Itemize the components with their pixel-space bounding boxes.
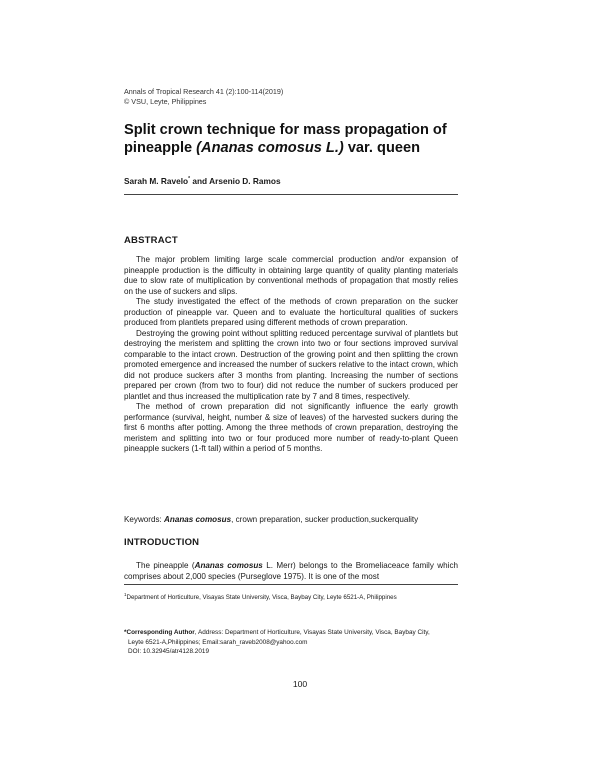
footnote-text: Department of Horticulture, Visayas State University, Visca, Baybay City, Leyte 6521-A, Philippines: [126, 594, 397, 602]
title-line-1: Split crown technique for mass propagation of: [124, 122, 447, 138]
title-line-2: [124, 139, 484, 157]
author-first: Sarah M. Ravelo: [124, 176, 189, 186]
abstract-paragraph: Destroying the growing point without splitting reduced percentage survival of plantlets but destroying the meristem and splitting the crown into two or four sections improved survival comparable to the intact crown. Destruction of the growing point and then splitting the crown promoted emergence and increased the number of suckers relative to the intact crown, which did not produce suckers after 3 months from planting. Increasing the number of sections prepared per crown (from two to four) did not reduce the number of suckers produced per plantlet and thus increased the multiplication rate by 7 and 8 times, respectively.: [124, 328, 458, 401]
keywords-list: , crown preparation, sucker production,suckerquality: [231, 515, 419, 524]
author-rest: and Arsenio D. Ramos: [190, 176, 281, 186]
page-number: 100: [292, 679, 308, 689]
abstract-paragraph: The major problem limiting large scale commercial production and/or expansion of pineapple production is the difficulty in obtaining large quantity of quality planting materials due to slow rate of multiplication by conventional methods of propagation that mostly relies on the use of suckers and slips.: [124, 255, 458, 296]
intro-species: Ananas comosus: [194, 561, 263, 570]
keywords: [124, 515, 458, 524]
corresponding-email: Leyte 6521-A,Philippines; Email:sarah_raveb2008@yahoo.com: [128, 638, 308, 646]
author-list: [124, 176, 281, 186]
abstract-paragraph: The method of crown preparation did not significantly influence the early growth performance (survival, height, number & size of leaves) of the harvested suckers during the first 6 months after potting. Among the three methods of crown preparation, destroying the meristem and splitting into two or four produced more number of ready-to-plant Queen pineapple suckers (1-ft tall) within a period of 5 months.: [124, 402, 458, 453]
introduction-heading: INTRODUCTION: [124, 537, 200, 548]
intro-paragraph: [124, 561, 458, 582]
keywords-label: Keywords:: [124, 515, 165, 524]
intro-text-start: The pineapple (: [136, 561, 195, 570]
intro-text-rest: L. Merr) belongs to the Bromeliaceace family which comprises about 2,000 species (Purseglove 1975). It is one of the most: [124, 561, 458, 581]
journal-header: [124, 87, 283, 106]
article-title: [124, 121, 484, 157]
abstract-body: [124, 255, 458, 455]
corresponding-address: , Address: Department of Horticulture, Visayas State University, Visca, Baybay City,: [194, 629, 430, 636]
footnote-mark: 1: [124, 592, 127, 597]
footnote-divider: [124, 584, 458, 585]
abstract-paragraph: The study investigated the effect of the methods of crown preparation on the sucker production of pineapple var. Queen and to evaluate the horticultural qualities of suckers produced from plantlets prepared using different methods of crown preparation.: [124, 297, 458, 327]
title-variety: var. queen: [343, 140, 421, 156]
copyright-notice: © VSU, Leyte, Philippines: [124, 96, 207, 106]
header-divider: [124, 194, 458, 195]
journal-citation: Annals of Tropical Research 41 (2):100-114(2019): [124, 87, 284, 96]
corresponding-author: [124, 628, 458, 657]
keyword-species: Ananas comosus: [164, 515, 232, 524]
author-mark: *: [188, 176, 191, 183]
doi: DOI: 10.32945/atr4128.2019: [128, 648, 210, 655]
introduction-body: [124, 561, 458, 582]
abstract-heading: ABSTRACT: [124, 235, 178, 246]
affiliation-footnote: [124, 591, 458, 602]
title-species: (Ananas comosus L.): [196, 140, 344, 156]
title-text: pineapple: [124, 140, 197, 156]
corresponding-label: *Corresponding Author: [124, 629, 195, 636]
